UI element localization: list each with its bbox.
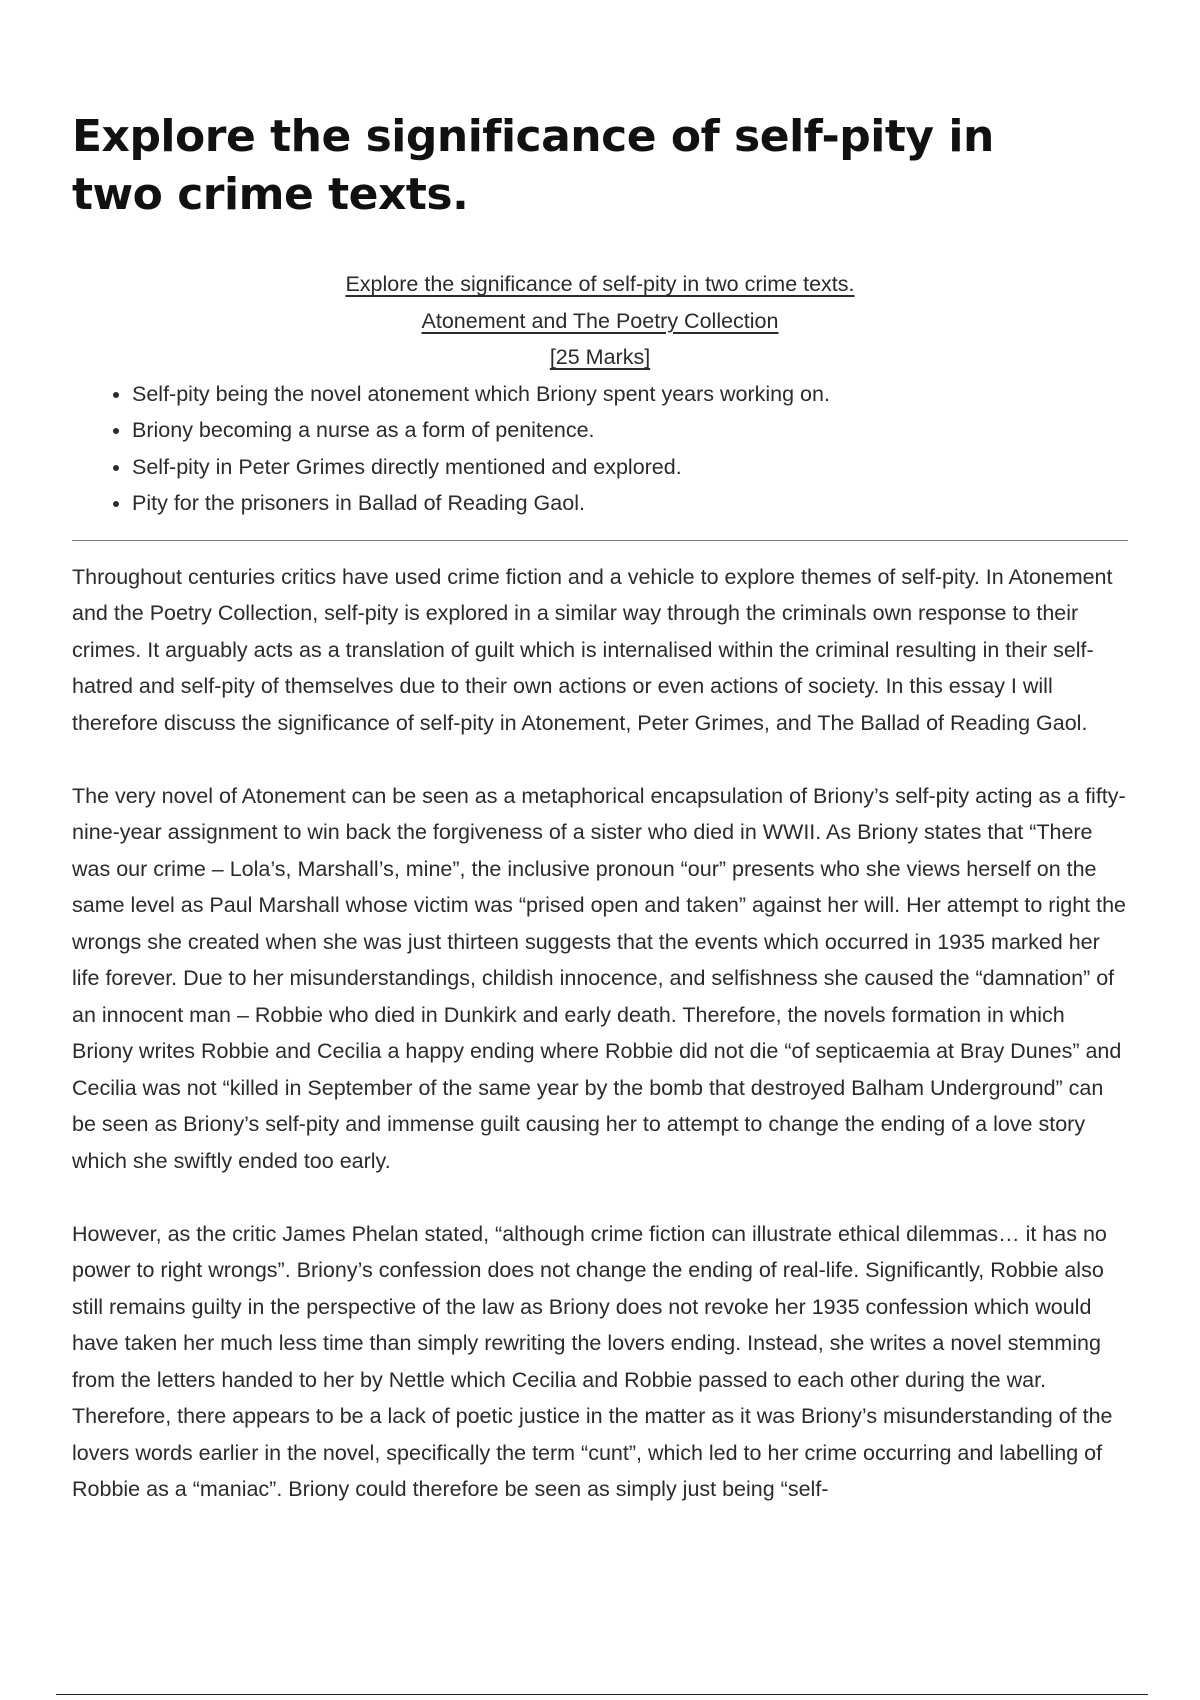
plan-bullet-list: [72, 376, 1128, 522]
essay-texts: Atonement and The Poetry Collection: [421, 308, 779, 333]
essay-marks: [25 Marks]: [549, 345, 651, 369]
paragraph-atonement: The very novel of Atonement can be seen as a metaphorical encapsulation of Briony’s self-pity acting as a fifty-nine-year assignment to win back the forgiveness of a sister who died in WWII. As Briony states that “There was our crime – Lola’s, Marshall’s, mine”, the inclusive pronoun “our” presents who she views herself on the same level as Paul Marshall whose victim was “prised open and taken” against her will. Her attempt to right the wrongs she created when she was just thirteen suggests that the events which occurred in 1935 marked her life forever. Due to her misunderstandings, childish innocence, and selfishness she caused the “damnation” of an innocent man – Robbie who died in Dunkirk and early death. Therefore, the novels formation in which Briony writes Robbie and Cecilia a happy ending where Robbie did not die “of septicaemia at Bray Dunes” and Cecilia was not “killed in September of the same year by the bomb that destroyed Balham Underground” can be seen as Briony’s self-pity and immense guilt causing her to attempt to change the ending of a love story which she swiftly ended too early.: [72, 783, 1126, 1173]
section-divider: [72, 540, 1128, 541]
paragraph-phelan: However, as the critic James Phelan stated, “although crime fiction can illustrate ethical dilemmas… it has no power to right wrongs”. Briony’s confession does not change the ending of real-life. Significantly, Robbie also still remains guilty in the perspective of the law as Briony does not revoke her 1935 confession which would have taken her much less time than simply rewriting the lovers ending. Instead, she writes a novel stemming from the letters handed to her by Nettle which Cecilia and Robbie passed to each other during the war. Therefore, there appears to be a lack of poetic justice in the matter as it was Briony’s misunderstanding of the lovers words earlier in the novel, specifically the term “cunt”, which led to her crime occurring and labelling of Robbie as a “maniac”. Briony could therefore be seen as simply just being “self-: [72, 1221, 1113, 1501]
bullet-item: • Briony becoming a nurse as a form of penitence.: [132, 412, 1128, 449]
bullet-item: • Pity for the prisoners in Ballad of Reading Gaol.: [132, 485, 1128, 522]
paragraph-introduction: Throughout centuries critics have used crime fiction and a vehicle to explore themes of self-pity. In Atonement and the Poetry Collection, self-pity is explored in a similar way through the criminals own response to their crimes. It arguably acts as a translation of guilt which is internalised within the criminal resulting in their self-hatred and self-pity of themselves due to their own actions or even actions of society. In this essay I will therefore discuss the significance of self-pity in Atonement, Peter Grimes, and The Ballad of Reading Gaol.: [72, 564, 1113, 735]
bullet-item: • Self-pity being the novel atonement which Briony spent years working on.: [132, 376, 1128, 413]
document-page: [72, 108, 1128, 1544]
page-bottom-rule: [56, 1694, 1148, 1695]
essay-body: [72, 559, 1128, 1508]
essay-question: Explore the significance of self-pity in two crime texts.: [345, 272, 855, 296]
bullet-item: • Self-pity in Peter Grimes directly mentioned and explored.: [132, 449, 1128, 486]
essay-header: [72, 266, 1128, 376]
document-title: Explore the significance of self-pity in two crime texts.: [72, 111, 994, 220]
